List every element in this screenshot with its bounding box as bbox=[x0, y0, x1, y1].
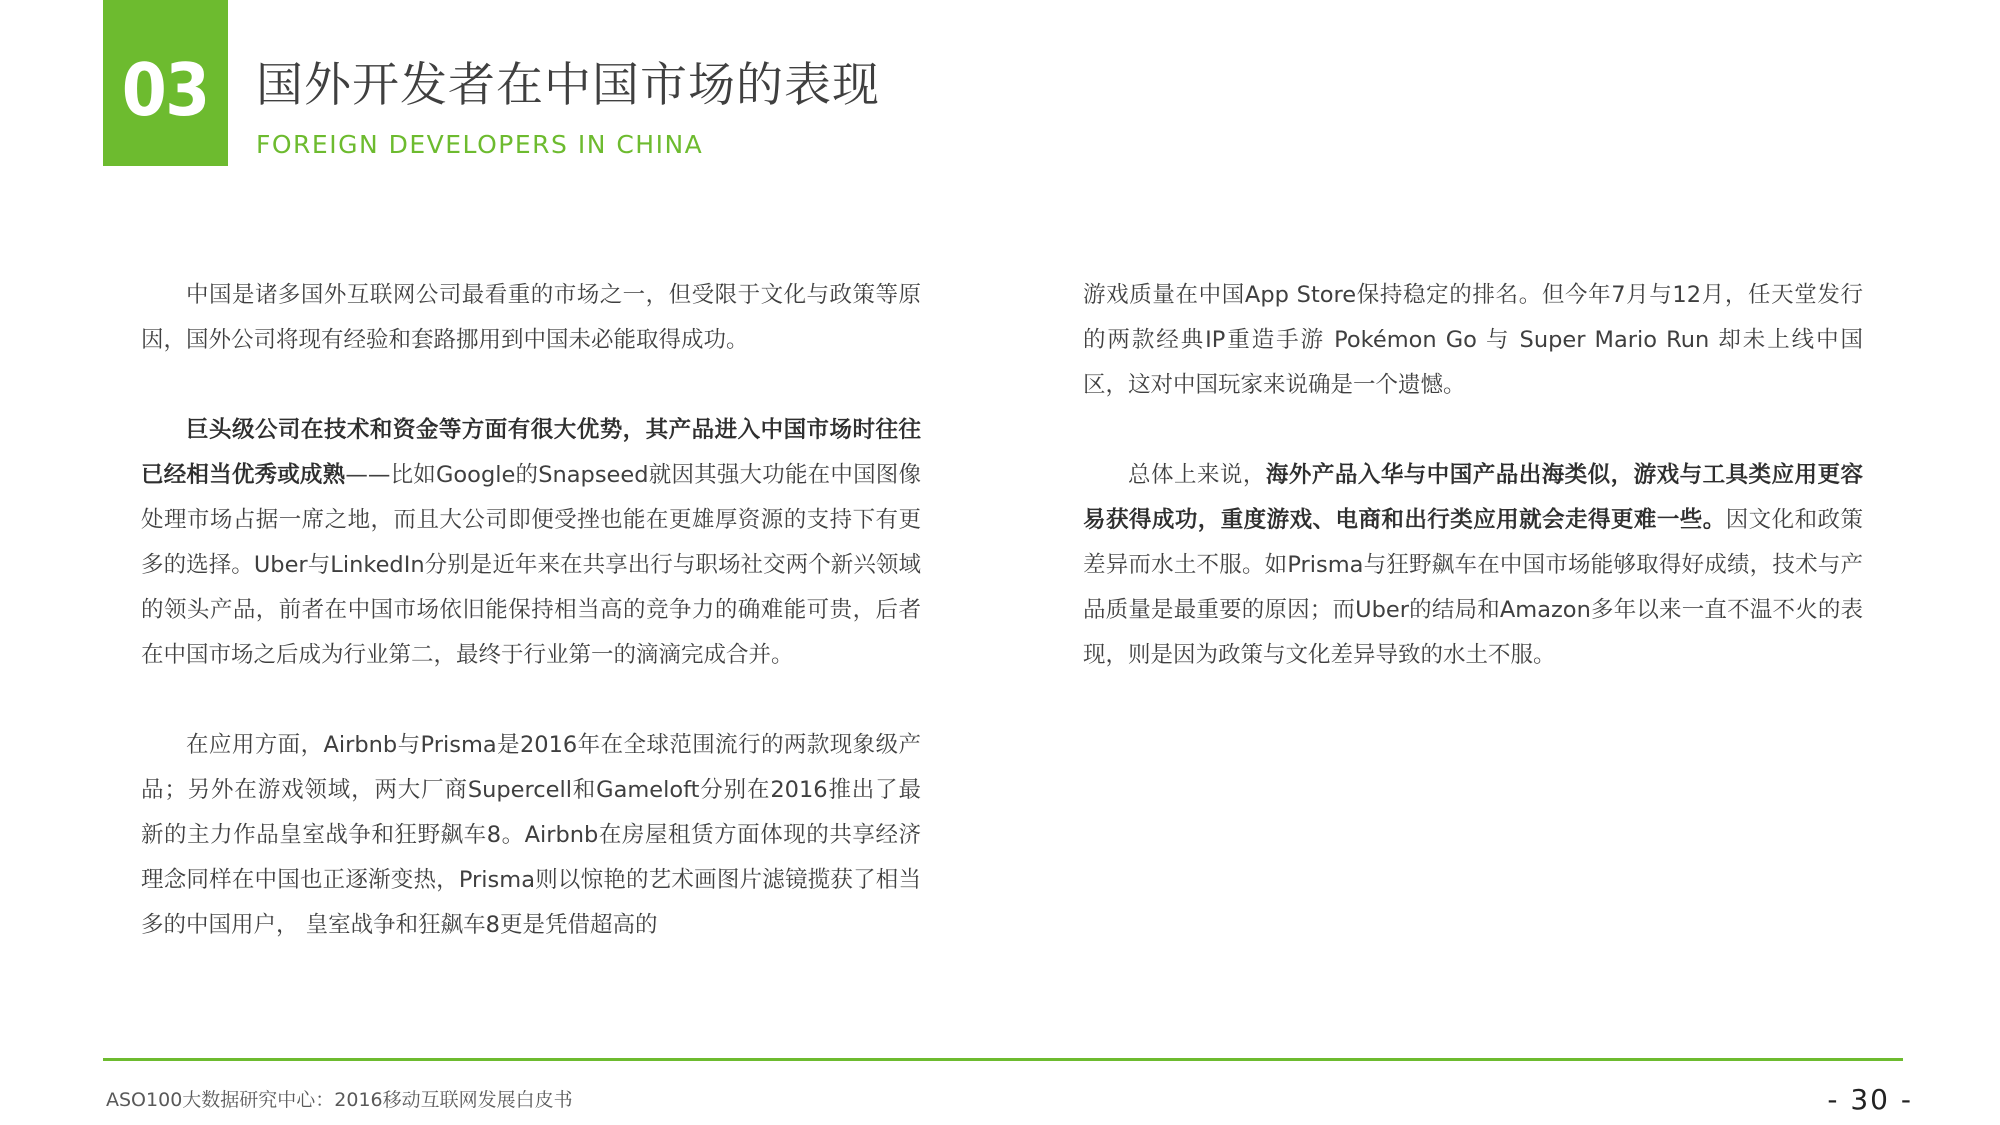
left-column bbox=[141, 273, 921, 993]
paragraph: 在应用方面，Airbnb与Prisma是2016年在全球范围流行的两款现象级产品；另外在游戏领域，两大厂商Supercell和Gameloft分别在2016推出了最新的主力作品皇室战争和狂野飙车8。Airbnb在房屋租赁方面体现的共享经济理念同样在中国也正逐渐变热，Prisma则以惊艳的艺术画图片滤镜揽获了相当多的中国用户， 皇室战争和狂飙车8更是凭借超高的 bbox=[141, 732, 921, 938]
section-number-badge bbox=[103, 0, 228, 166]
bold-text: 巨头级公司在技术和资金等方面有很大优势，其产品进入中国市场时往往已经相当优秀或成熟 bbox=[141, 417, 921, 488]
title-block bbox=[256, 56, 880, 160]
page-title: 国外开发者在中国市场的表现 bbox=[256, 58, 880, 113]
paragraph-text: 总体上来说， bbox=[1128, 462, 1266, 488]
footer-source: ASO100大数据研究中心：2016移动互联网发展白皮书 bbox=[106, 1089, 573, 1111]
right-column bbox=[1083, 273, 1863, 723]
page-number: - 30 - bbox=[1827, 1083, 1913, 1116]
paragraph bbox=[141, 408, 921, 678]
paragraph-text: ——比如Google的Snapseed就因其强大功能在中国图像处理市场占据一席之地，而且大公司即便受挫也能在更雄厚资源的支持下有更多的选择。Uber与LinkedIn分别是近年来在共享出行与职场社交两个新兴领域的领头产品，前者在中国市场依旧能保持相当高的竞争力的确难能可贵，后者在中国市场之后成为行业第二，最终于行业第一的滴滴完成合并。 bbox=[141, 462, 921, 668]
paragraph bbox=[1083, 453, 1863, 678]
bold-text: 海外产品入华与中国产品出海类似，游戏与工具类应用更容易获得成功，重度游戏、电商和出行类应用就会走得更难一些。 bbox=[1083, 462, 1863, 533]
paragraph: 游戏质量在中国App Store保持稳定的排名。但今年7月与12月，任天堂发行的两款经典IP重造手游 Pokémon Go 与 Super Mario Run 却未上线中国区，这对中国玩家来说确是一个遗憾。 bbox=[1083, 282, 1863, 398]
paragraph-text: 因文化和政策差异而水土不服。如Prisma与狂野飙车在中国市场能够取得好成绩，技术与产品质量是最重要的原因；而Uber的结局和Amazon多年以来一直不温不火的表现，则是因为政策与文化差异导致的水土不服。 bbox=[1083, 507, 1863, 668]
section-number: 03 bbox=[122, 48, 209, 132]
footer-divider bbox=[103, 1058, 1903, 1061]
paragraph: 中国是诸多国外互联网公司最看重的市场之一，但受限于文化与政策等原因，国外公司将现有经验和套路挪用到中国未必能取得成功。 bbox=[141, 282, 921, 353]
page-subtitle: FOREIGN DEVELOPERS IN CHINA bbox=[256, 130, 704, 159]
